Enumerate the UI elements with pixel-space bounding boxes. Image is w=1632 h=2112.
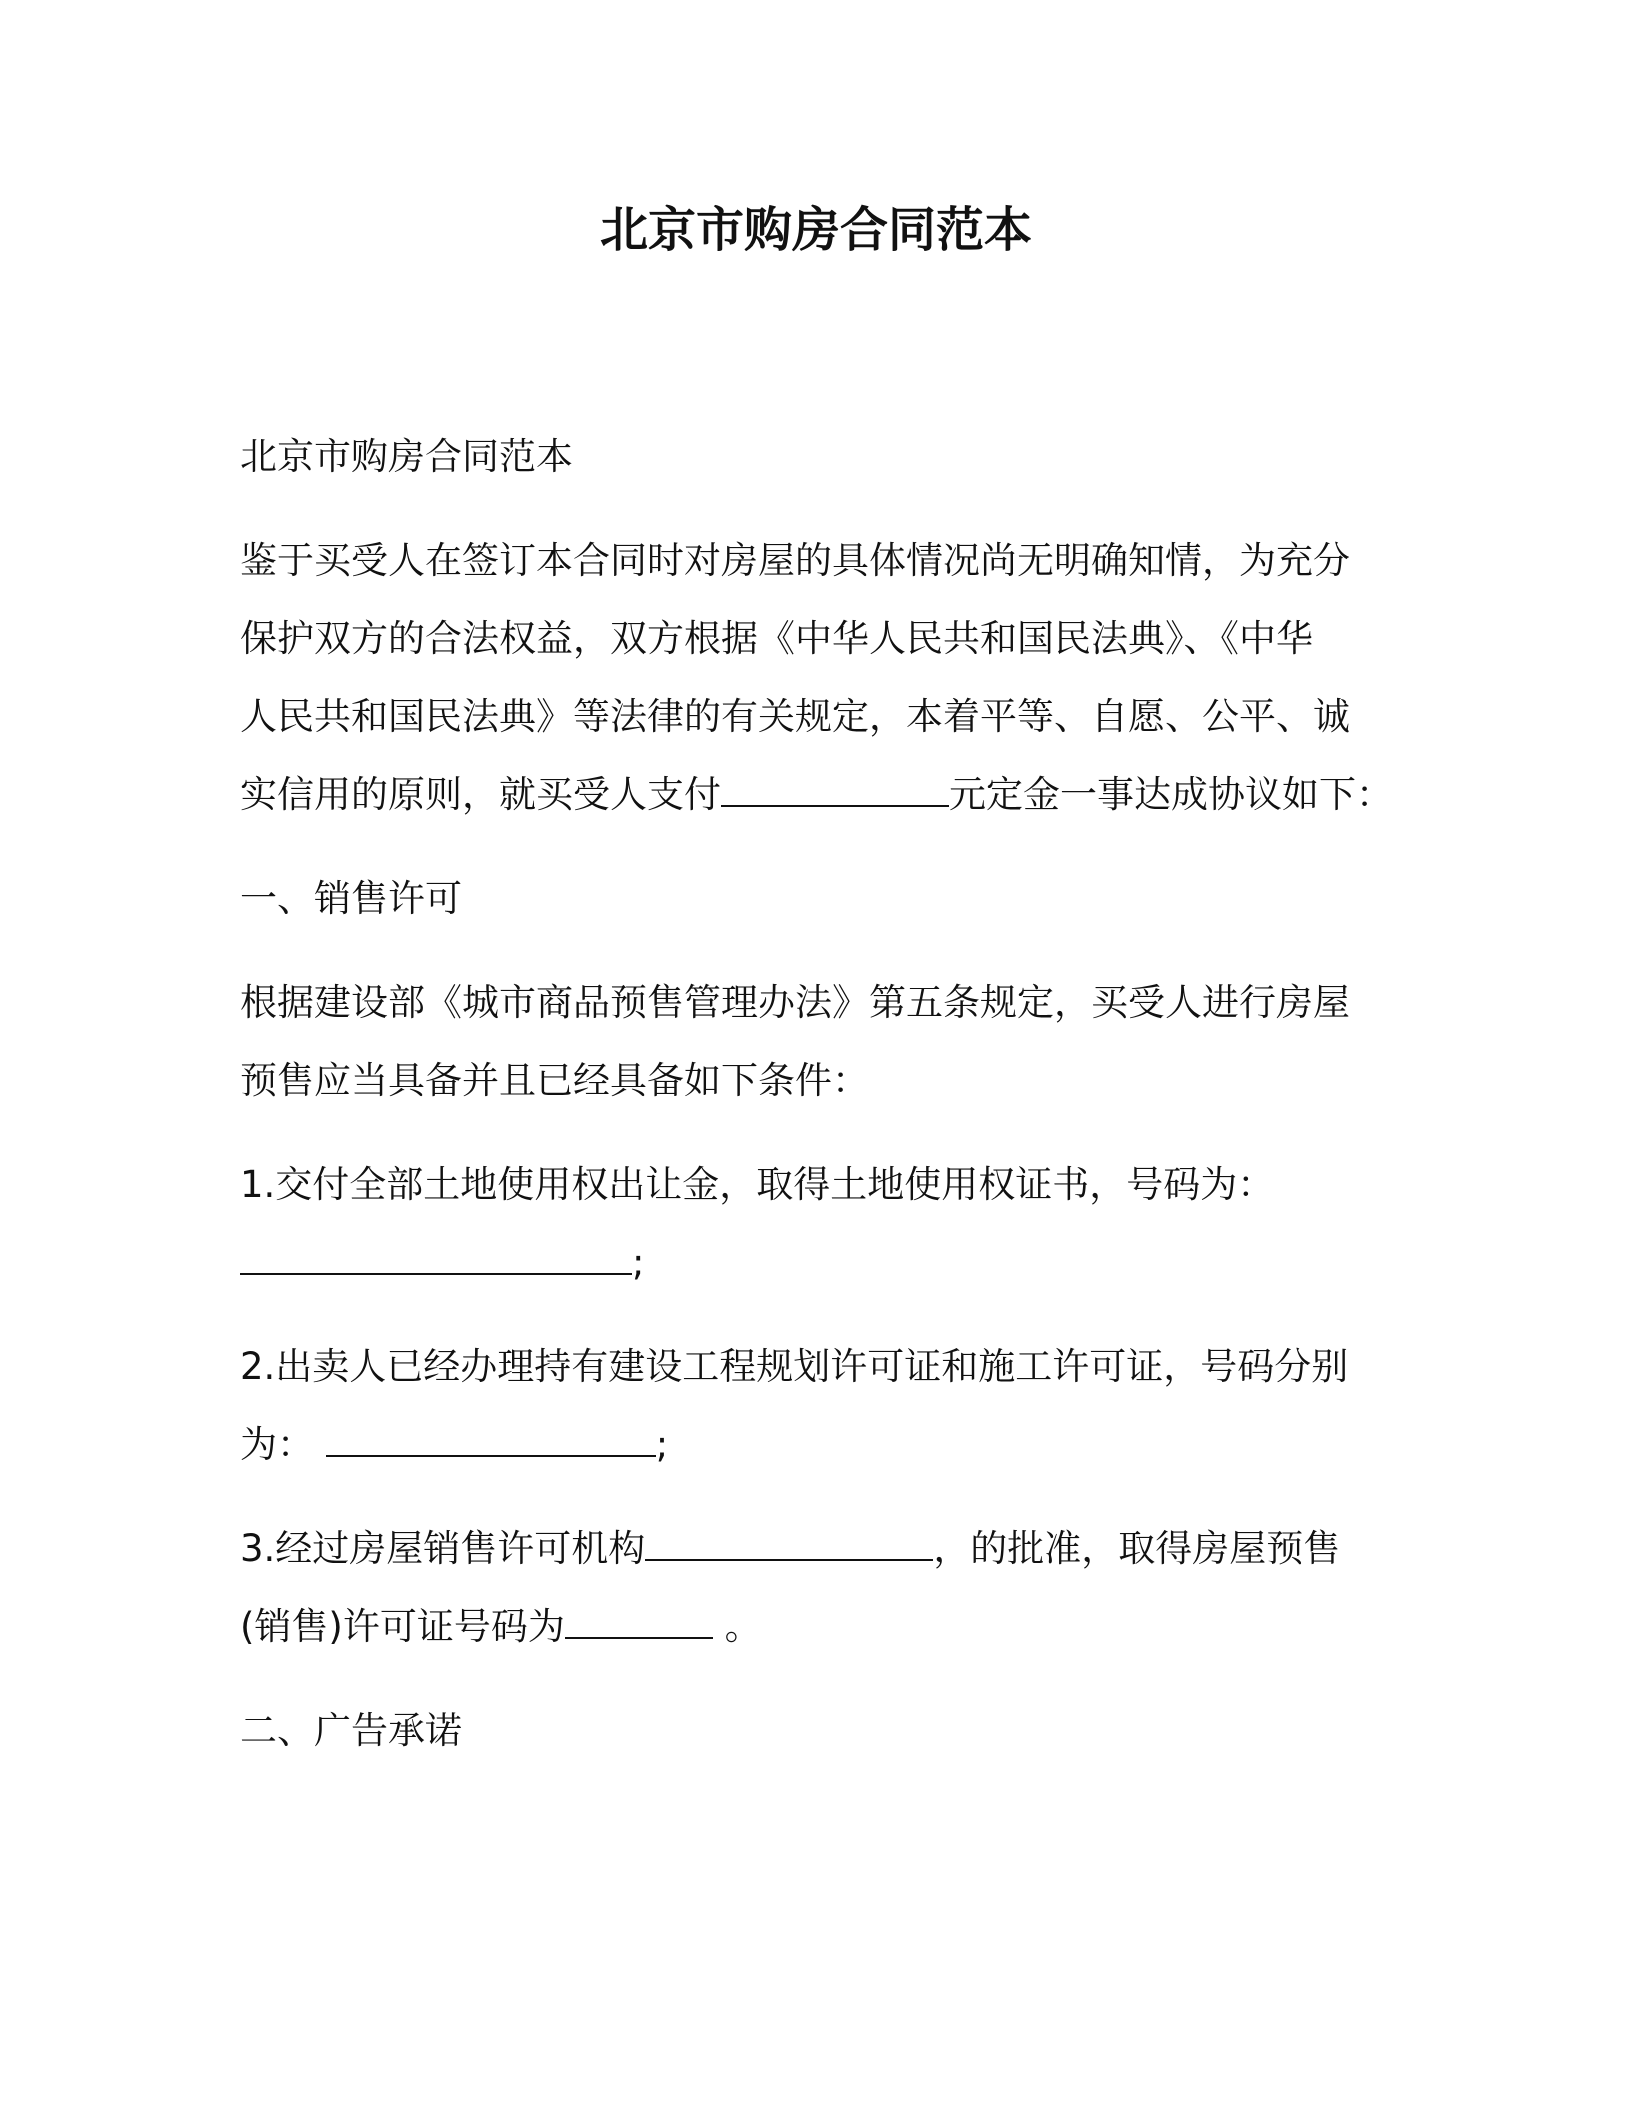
item3-pre: 3.经过房屋销售许可机构 <box>240 1527 646 1570</box>
section1-paragraph <box>240 964 1390 1120</box>
intro-line: 人民共和国民法典》等法律的有关规定，本着平等、自愿、公平、诚 <box>240 695 1350 738</box>
item2-line1: 2.出卖人已经办理持有建设工程规划许可证和施工许可证，号码分别 <box>240 1345 1349 1388</box>
item3-line2-post: 。 <box>712 1605 762 1648</box>
section2-heading: 二、广告承诺 <box>240 1709 462 1752</box>
section1-heading: 一、销售许可 <box>240 877 462 920</box>
section1-line: 预售应当具备并且已经具备如下条件： <box>240 1059 869 1102</box>
item3-line2-pre: (销售)许可证号码为 <box>240 1605 565 1648</box>
item1-end: ; <box>632 1241 645 1284</box>
intro-line: 鉴于买受人在签订本合同时对房屋的具体情况尚无明确知情，为充分 <box>240 539 1350 582</box>
intro-paragraph <box>240 522 1393 834</box>
presale-permit-number-blank <box>565 1607 713 1639</box>
item2-pre: 为： <box>240 1423 314 1466</box>
sales-permit-authority-blank <box>645 1529 933 1561</box>
deposit-amount-blank <box>721 775 949 807</box>
item2-line2 <box>240 1406 1390 1484</box>
planning-permit-number-blank <box>326 1425 656 1457</box>
page-title: 北京市购房合同范本 <box>599 202 1032 258</box>
item1-text: 1.交付全部土地使用权出让金，取得土地使用权证书，号码为： <box>240 1163 1275 1206</box>
item-2 <box>240 1328 1390 1484</box>
item2-end: ; <box>655 1423 669 1466</box>
intro-line4-post: 元定金一事达成协议如下： <box>949 773 1393 816</box>
intro-line: 保护双方的合法权益，双方根据《中华人民共和国民法典》、《中华 <box>240 617 1313 660</box>
section1-line: 根据建设部《城市商品预售管理办法》第五条规定，买受人进行房屋 <box>240 981 1350 1024</box>
item-1 <box>240 1146 1390 1302</box>
document-subtitle: 北京市购房合同范本 <box>240 435 573 478</box>
intro-line4-pre: 实信用的原则，就买受人支付 <box>240 773 721 816</box>
item3-line1 <box>240 1510 1390 1588</box>
document-body <box>240 418 1393 1770</box>
intro-line <box>240 756 1393 834</box>
item3-line2 <box>240 1588 1390 1666</box>
item3-post: ，的批准，取得房屋预售 <box>933 1527 1341 1570</box>
item1-blank-line <box>240 1224 1390 1302</box>
item-3 <box>240 1510 1390 1666</box>
land-certificate-number-blank <box>240 1243 632 1275</box>
